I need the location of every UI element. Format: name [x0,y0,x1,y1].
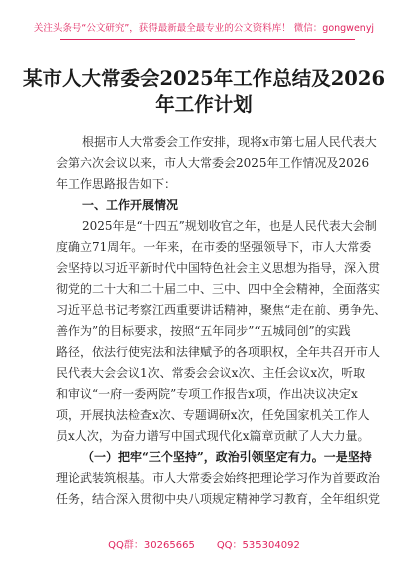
paragraph-line: 任务，结合深入贯彻中央八项规定精神学习教育，全年组织党 [56,492,381,506]
footer-qq: QQ：535304092 [216,540,300,551]
paragraph-line: 员x人次，为奋力谱写中国式现代化x篇章贡献了人大力量。 [56,429,370,443]
section-heading: 一、工作开展情况 [82,198,179,212]
document-title-line-2: 年工作计划 [155,93,253,116]
paragraph-line: 彻党的二十大和二十届二中、三中、四中全会精神，全面落实 [56,282,381,296]
footer-contact [0,536,408,551]
header-banner: 关注头条号“公文研究”，获得最新最全最专业的公文资料库！ 微信：gongwenyj [33,23,375,34]
paragraph-line: 习近平总书记考察江西重要讲话精神，聚焦“走在前、勇争先、 [56,303,387,317]
paragraph-line: 年工作思路报告如下： [56,177,177,191]
paragraph-line: 项，开展执法检查x次、专题调研x次，任免国家机关工作人 [56,408,370,422]
paragraph-line: 路径，依法行使宪法和法律赋予的各项职权，全年共召开市人 [56,345,381,359]
paragraph-line: 2025年是“十四五”规划收官之年，也是人民代表大会制 [82,219,377,233]
subsection-heading: （一）把牢“三个坚持”，政治引领坚定有力。一是坚持 [82,450,372,464]
paragraph-line: 民代表大会会议1次、常委会会议x次、主任会议x次，听取 [56,366,366,380]
document-title-line-1: 某市人大常委会2025年工作总结及2026 [22,67,386,90]
header-divider [60,39,355,40]
paragraph-line: 理论武装筑根基。市人大常委会始终把理论学习作为首要政治 [56,471,381,485]
paragraph-line: 会第六次会议以来，市人大常委会2025年工作情况及2026 [56,156,370,170]
paragraph-line: 度确立71周年。一年来，在市委的坚强领导下，市人大常委 [56,240,372,254]
paragraph-line: 善作为”的目标要求，按照“五年同步”“五城同创”的实践 [56,324,351,338]
paragraph-line: 和审议“一府一委两院”专项工作报告x项，作出决议决定x [56,387,358,401]
paragraph-line: 会坚持以习近平新时代中国特色社会主义思想为指导，深入贯 [56,261,381,275]
paragraph-line: 根据市人大常委会工作安排，现将x市第七届人民代表大 [82,135,377,149]
footer-qq-group: QQ群：30265665 [108,540,195,551]
